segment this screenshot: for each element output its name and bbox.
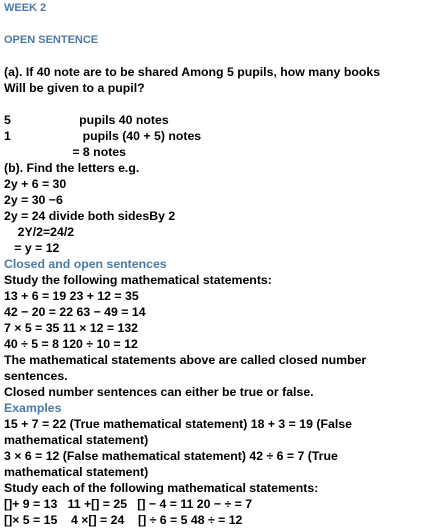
statement-line: 13 + 6 = 19 23 + 12 = 35 bbox=[4, 289, 139, 303]
open-statement-line: []+ 9 = 13 11 +[] = 25 [] − 4 = 11 20 − ÷ = 7 bbox=[4, 497, 253, 511]
question-b: (b). Find the letters e.g. bbox=[4, 161, 140, 175]
closed-note-line: Closed number sentences can either be true or false. bbox=[4, 385, 314, 399]
week-heading: WEEK 2 bbox=[4, 2, 47, 14]
example-line: mathematical statement) bbox=[4, 465, 149, 479]
working-b-line: 2y = 30 −6 bbox=[4, 193, 63, 207]
working-b-line: 2y = 24 divide both sidesBy 2 bbox=[4, 209, 176, 223]
closed-note-line: sentences. bbox=[4, 369, 68, 383]
example-line: 15 + 7 = 22 (True mathematical statement) 18 + 3 = 19 (False bbox=[4, 417, 352, 431]
statement-line: 7 × 5 = 35 11 × 12 = 132 bbox=[4, 321, 139, 335]
closed-open-heading: Closed and open sentences bbox=[4, 257, 167, 271]
closed-note-line: The mathematical statements above are called closed number bbox=[4, 353, 367, 367]
working-b-line: 2Y/2=24/2 bbox=[4, 225, 75, 239]
examples-heading: Examples bbox=[4, 401, 62, 415]
working-a-line: = 8 notes bbox=[4, 145, 126, 159]
example-line: 3 × 6 = 12 (False mathematical statement) 42 ÷ 6 = 7 (True bbox=[4, 449, 338, 463]
section-title: OPEN SENTENCE bbox=[4, 34, 99, 46]
open-statement-line: []× 5 = 15 4 ×[] = 24 [] ÷ 6 = 5 48 ÷ = 12 bbox=[4, 513, 243, 527]
question-a-line: Will be given to a pupil? bbox=[4, 81, 145, 95]
working-b-line: 2y + 6 = 30 bbox=[4, 177, 67, 191]
spacer bbox=[4, 16, 433, 32]
working-a-line: 1 pupils (40 + 5) notes bbox=[4, 129, 202, 143]
question-a-line: (a). If 40 note are to be shared Among 5 pupils, how many books bbox=[4, 65, 381, 79]
working-a-line: 5 pupils 40 notes bbox=[4, 113, 169, 127]
example-line: mathematical statement) bbox=[4, 433, 149, 447]
working-b-line: = y = 12 bbox=[4, 241, 60, 255]
study-intro: Study the following mathematical statements: bbox=[4, 273, 272, 287]
statement-line: 42 − 20 = 22 63 − 49 = 14 bbox=[4, 305, 146, 319]
study-each: Study each of the following mathematical statements: bbox=[4, 481, 319, 495]
spacer bbox=[4, 96, 433, 112]
spacer bbox=[4, 48, 433, 64]
statement-line: 40 ÷ 5 = 8 120 ÷ 10 = 12 bbox=[4, 337, 138, 351]
